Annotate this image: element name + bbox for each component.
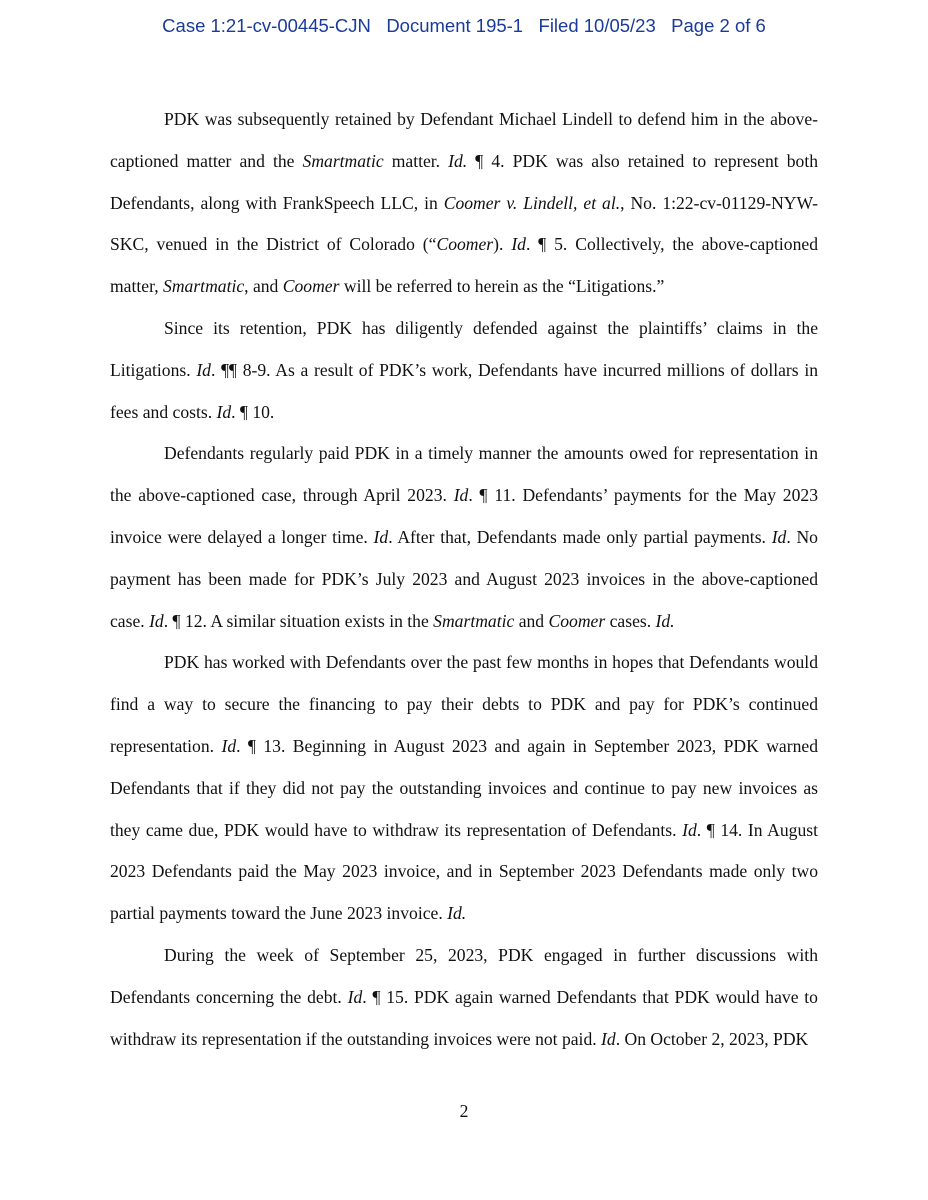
- italic-text: Id: [771, 526, 787, 547]
- italic-text: Id.: [655, 610, 675, 631]
- italic-text: Coomer: [548, 610, 606, 631]
- case-header: Case 1:21-cv-00445-CJN Document 195-1 Filed 10/05/23 Page 2 of 6: [162, 15, 766, 36]
- italic-text: Coomer: [436, 234, 494, 255]
- text-run: . No payment has been made for PDK’s July 2023 and August 2023 invoices in the above-captioned case.: [110, 526, 818, 631]
- page-number: 2: [459, 1101, 469, 1121]
- paragraph: [110, 308, 818, 433]
- text-run: . ¶ 13. Beginning in August 2023 and again in September 2023, PDK warned Defendants that if they did not pay the outstanding invoices and continue to pay new invoices as they came due, PDK would have to withdraw its representation of Defendants.: [110, 735, 819, 840]
- italic-text: Id: [682, 819, 697, 840]
- italic-text: Id: [216, 401, 232, 422]
- italic-text: Id.: [447, 903, 467, 924]
- document-body: [110, 99, 818, 1060]
- text-run: . ¶¶ 8-9. As a result of PDK’s work, Defendants have incurred millions of dollars in fees and costs.: [110, 359, 819, 422]
- italic-text: Coomer: [282, 276, 340, 297]
- text-run: . On October 2, 2023, PDK: [615, 1028, 809, 1049]
- paragraph: [110, 433, 818, 642]
- text-run: and: [514, 610, 549, 631]
- italic-text: Smartmatic: [302, 150, 384, 171]
- text-run: . After that, Defendants made only partial payments.: [388, 526, 772, 547]
- text-run: During the week of September 25, 2023, PDK engaged in further discussions with Defendants concerning the debt.: [110, 944, 818, 1007]
- text-run: . ¶ 11. Defendants’ payments for the May 2023 invoice were delayed a longer time.: [110, 485, 818, 547]
- text-run: ).: [493, 234, 512, 255]
- italic-text: Id.: [448, 150, 468, 171]
- italic-text: Smartmatic: [433, 610, 515, 631]
- italic-text: Id: [347, 986, 363, 1007]
- paragraph: [110, 642, 818, 935]
- paragraph: [110, 935, 818, 1060]
- italic-text: Smartmatic: [163, 276, 245, 297]
- italic-text: Id: [373, 526, 389, 547]
- paragraph: [110, 99, 818, 308]
- text-run: ¶ 4. PDK was also retained to represent both Defendants, along with FrankSpeech LLC, in: [110, 150, 819, 213]
- italic-text: Id: [196, 359, 211, 380]
- text-run: . ¶ 14. In August 2023 Defendants paid the May 2023 invoice, and in September 2023 Defendants made only two partial payments toward the June 2023 invoice.: [110, 819, 818, 924]
- text-run: cases.: [605, 610, 656, 631]
- italic-text: Id: [221, 735, 237, 756]
- text-run: PDK was subsequently retained by Defendant Michael Lindell to defend him in the above-captioned matter and the: [110, 109, 818, 171]
- italic-text: Id: [149, 610, 164, 631]
- text-run: Since its retention, PDK has diligently defended against the plaintiffs’ claims in the Litigations.: [110, 317, 818, 380]
- text-run: Defendants regularly paid PDK in a timely manner the amounts owed for representation in the above-captioned case, through April 2023.: [110, 443, 818, 506]
- text-run: will be referred to herein as the “Litigations.”: [339, 276, 665, 297]
- text-run: . ¶ 15. PDK again warned Defendants that PDK would have to withdraw its representation if the outstanding invoices were not paid.: [110, 986, 818, 1049]
- text-run: PDK has worked with Defendants over the past few months in hopes that Defendants would find a way to secure the financing to pay their debts to PDK and pay for PDK’s continued representation.: [110, 652, 818, 756]
- text-run: , and: [244, 276, 283, 297]
- italic-text: Id: [453, 485, 469, 506]
- italic-text: Id: [511, 234, 526, 255]
- italic-text: Id: [601, 1028, 616, 1049]
- italic-text: Coomer v. Lindell, et al.: [443, 192, 621, 213]
- text-run: . ¶ 5. Collectively, the above-captioned matter,: [110, 234, 819, 297]
- text-run: , No. 1:22-cv-01129-NYW-SKC, venued in the District of Colorado (“: [110, 192, 819, 255]
- text-run: . ¶ 10.: [231, 401, 275, 422]
- text-run: matter.: [383, 150, 449, 171]
- text-run: . ¶ 12. A similar situation exists in the: [163, 610, 434, 631]
